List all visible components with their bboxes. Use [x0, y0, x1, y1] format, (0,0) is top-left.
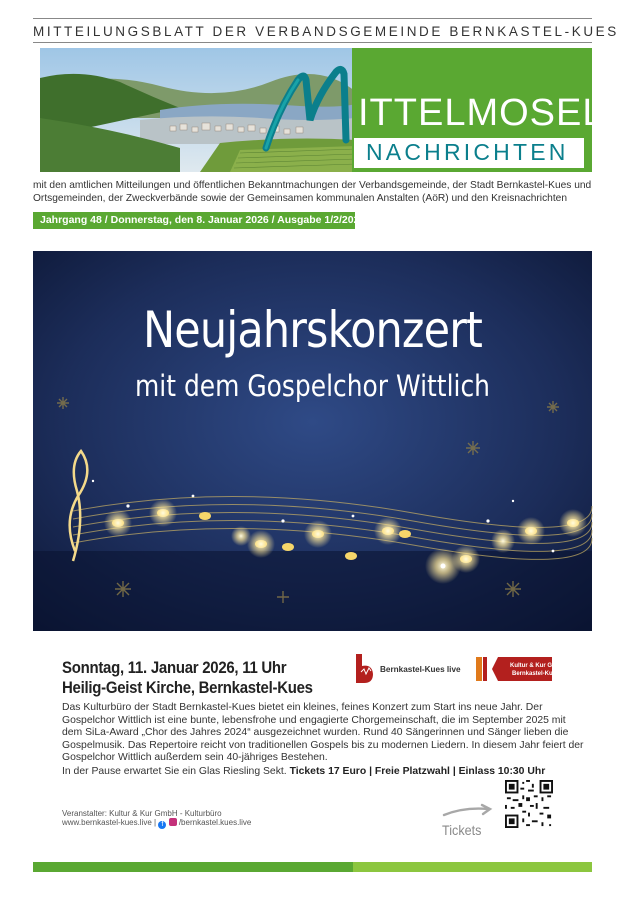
qr-code-icon[interactable]: [505, 780, 553, 828]
organizer: Veranstalter: Kultur & Kur GmbH - Kulturbüro: [62, 809, 222, 818]
logo2-line2: Bernkastel-Kues: [512, 671, 560, 677]
event-date: Sonntag, 11. Januar 2026, 11 Uhr: [62, 658, 287, 677]
website-link[interactable]: www.bernkastel-kues.live |: [62, 818, 157, 827]
brand-subtitle: NACHRICHTEN: [366, 139, 569, 165]
kultur-kur-logo: [476, 656, 566, 682]
masthead-intro: mit den amtlichen Mitteilungen und öffentlichen Bekanntmachungen der Verbandsgemeinde, der Stadt Bernkastel-Kues und Ortsgemeinden, der Zweckverbände sowie der Gemeinsamen kommunalen Anstalten (AöR) und den Kreisnachrichten: [33, 180, 592, 204]
instagram-icon[interactable]: [169, 818, 177, 826]
logo-text-bernkastel-live: Bernkastel-Kues live: [380, 665, 461, 674]
social-handle[interactable]: /bernkastel.kues.live: [178, 818, 252, 827]
facebook-icon[interactable]: f: [158, 821, 166, 829]
arrow-icon: [442, 803, 494, 819]
website-social-line: [62, 818, 251, 829]
tickets-label: Tickets: [442, 822, 482, 838]
footer-bar-accent: [353, 862, 592, 872]
masthead-title: MITTEILUNGSBLATT DER VERBANDSGEMEINDE BERNKASTEL-KUES: [33, 24, 619, 39]
event-info-line: [62, 766, 602, 777]
brand-wordmark: ITTELMOSEL: [358, 92, 605, 134]
event-description: Das Kulturbüro der Stadt Bernkastel-Kues bietet ein kleines, feines Konzert zum Start ins neue Jahr. Der Gospelchor Wittlich ist eine bunte, lebensfrohe und engagierte Chorgemeinschaft, die im September 2025 mit dem SiLa-Award „Chor des Jahres 2024“ ausgezeichnet wurden. Rund 40 Sängerinnen und Sänger lieben die Gospelmusik. Das Repertoire reicht von traditionellen Gospels bis zu modernen Liedern. In diesem Jahr feiert der Gospelchor Wittlich außerdem sein 40-jähriges Bestehen.: [62, 702, 584, 764]
masthead-rule-top: [33, 18, 592, 19]
issue-info: Jahrgang 48 / Donnerstag, den 8. Januar 2026 / Ausgabe 1/2/2026: [40, 214, 366, 226]
masthead-rule-bottom: [33, 42, 592, 43]
pause-text: In der Pause erwartet Sie ein Glas Riesling Sekt.: [62, 766, 290, 777]
poster-subtitle: mit dem Gospelchor Wittlich: [135, 369, 490, 403]
event-location: Heilig-Geist Kirche, Bernkastel-Kues: [62, 678, 313, 697]
poster-title: Neujahrskonzert: [142, 301, 483, 359]
ticket-info: Tickets 17 Euro | Freie Platzwahl | Einlass 10:30 Uhr: [289, 766, 546, 777]
bernkastel-live-logo: [354, 652, 376, 684]
logo2-line1: Kultur & Kur GmbH: [510, 663, 566, 669]
